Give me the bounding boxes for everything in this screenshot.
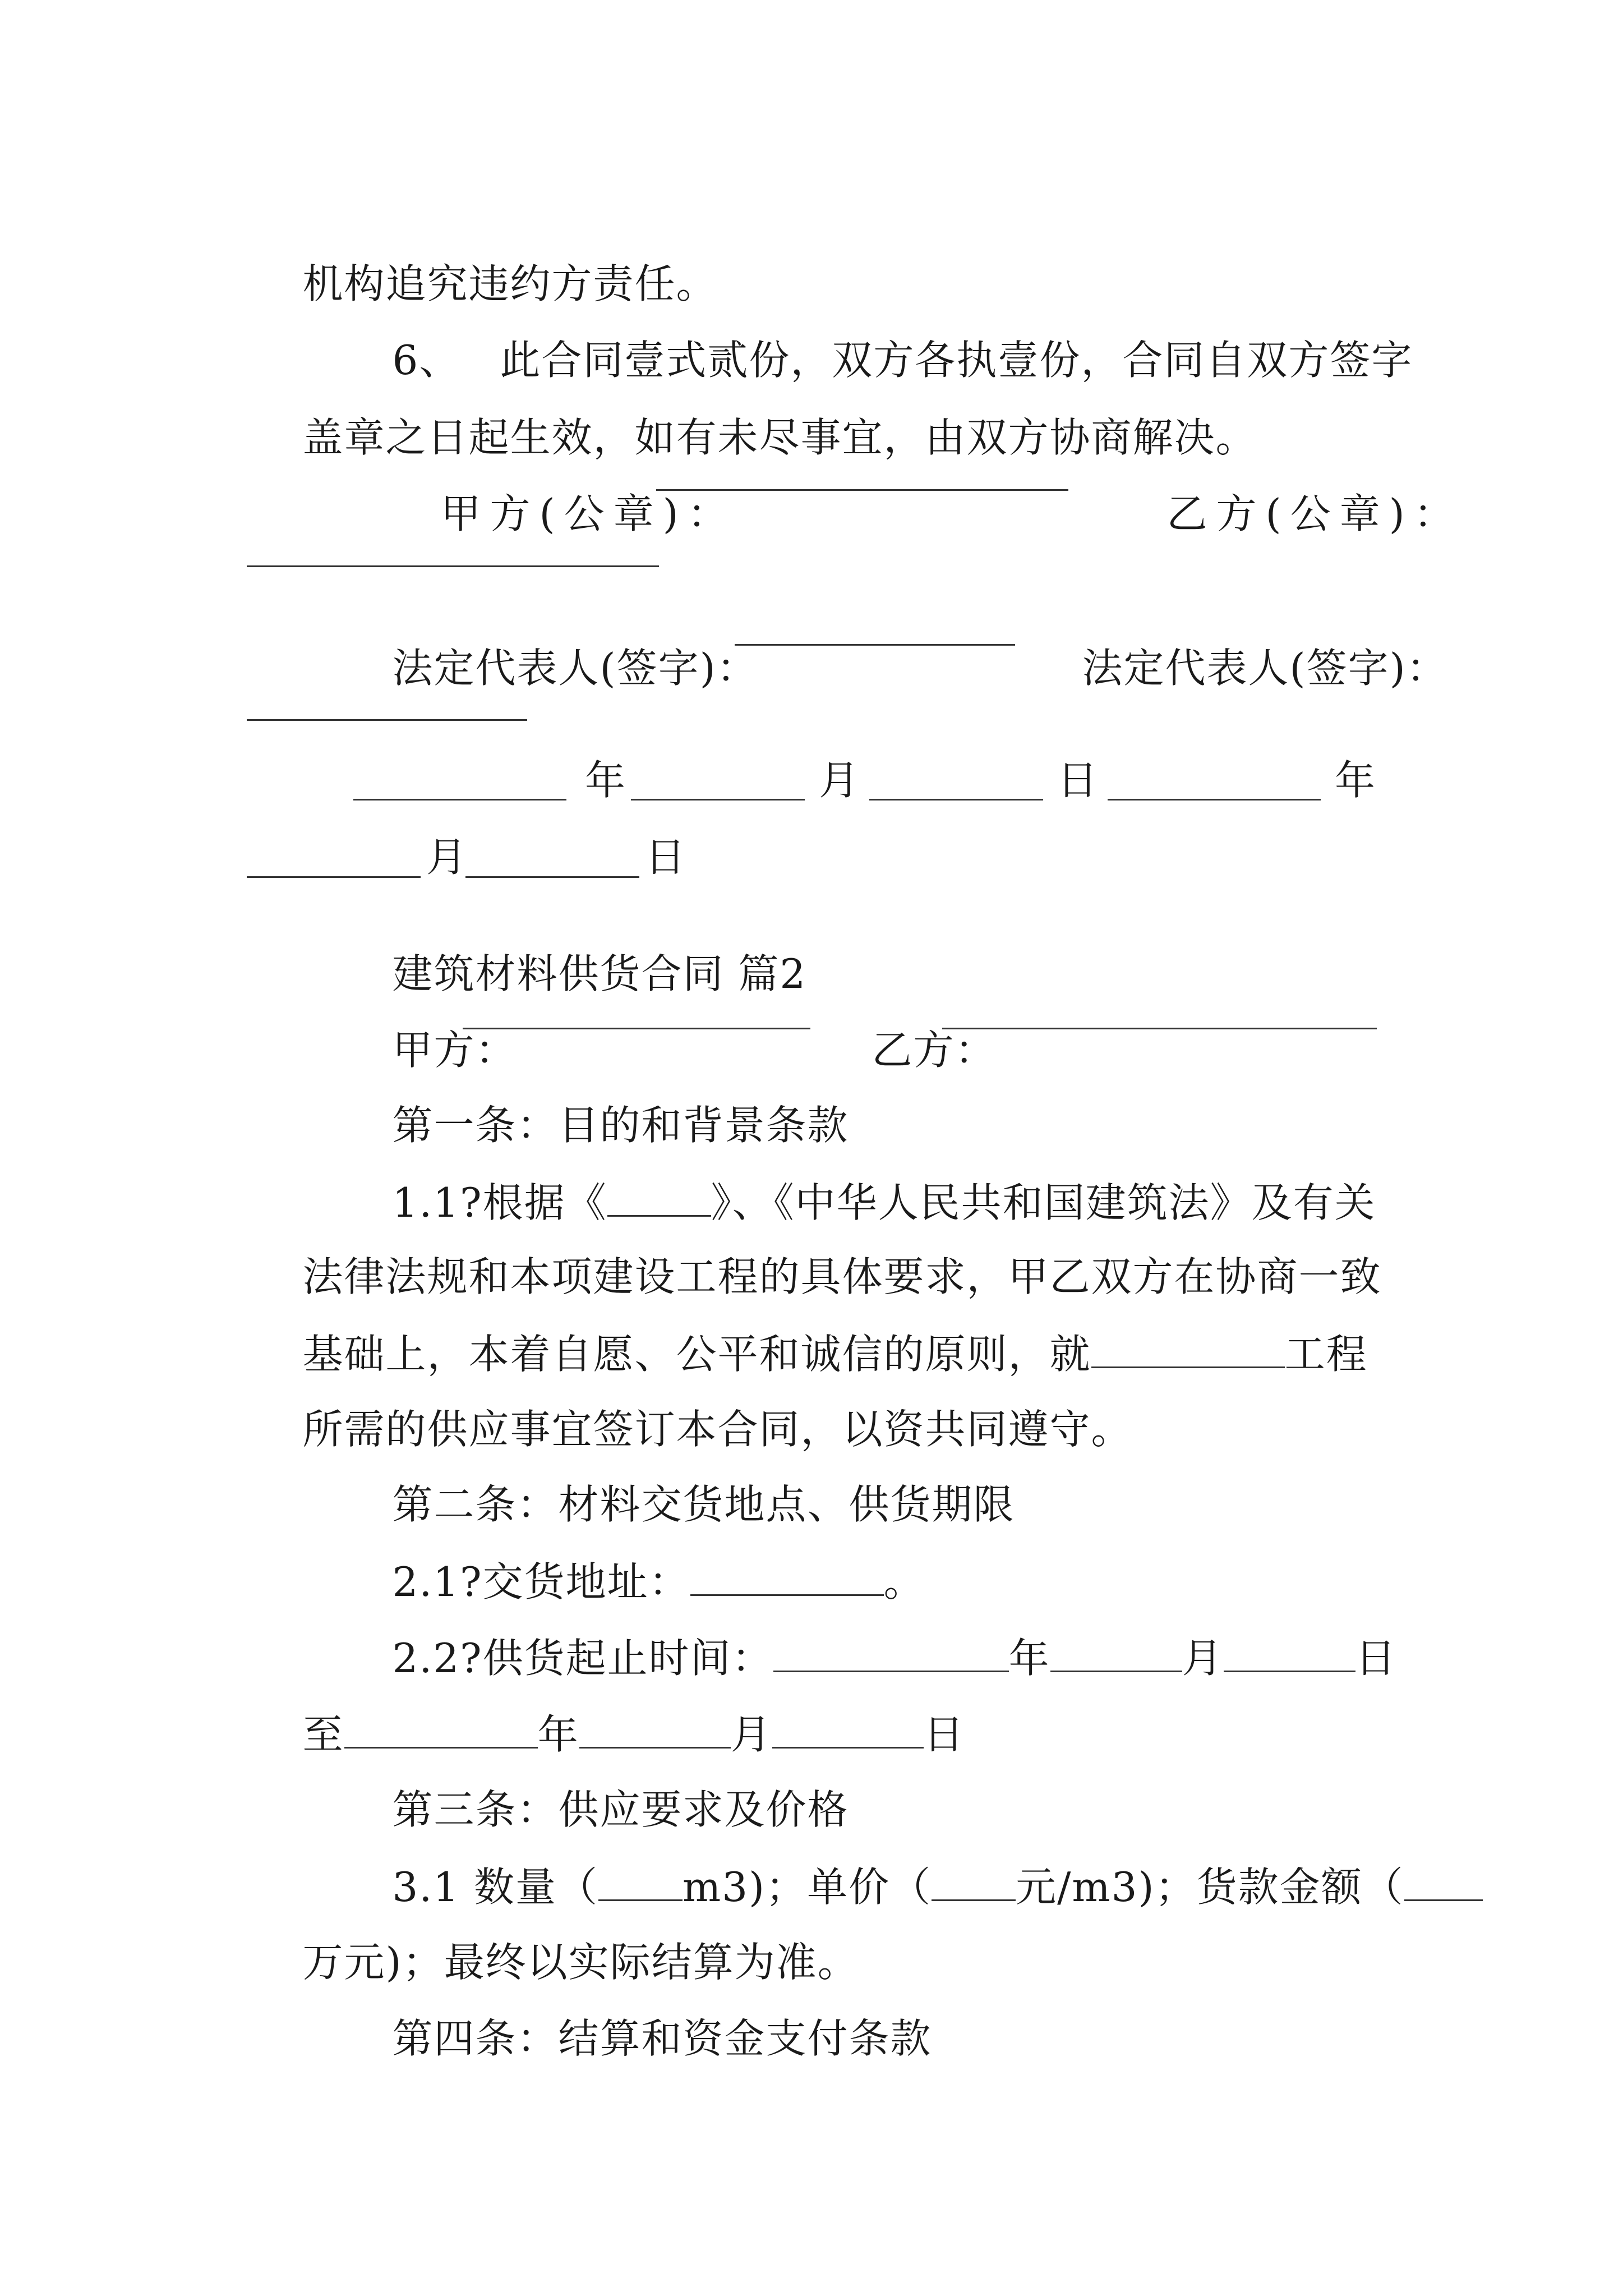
date-a-day-label: 日 <box>1057 757 1099 804</box>
end-month-blank <box>579 1713 731 1749</box>
party-b-seal-label: 乙方(公章)： <box>1166 490 1463 537</box>
unit-price-blank <box>932 1866 1016 1901</box>
start-year-blank <box>773 1637 1009 1672</box>
article-1-title: 第一条：目的和背景条款 <box>392 1102 849 1149</box>
rep-b-label: 法定代表人(签字)： <box>1082 645 1448 692</box>
start-month-blank <box>1050 1637 1182 1672</box>
date-a-month-blank <box>631 799 805 800</box>
party-b-label: 乙方： <box>872 1027 997 1074</box>
party-a-seal-label: 甲方(公章)： <box>440 490 737 537</box>
end-day-blank <box>772 1713 924 1749</box>
rep-a-label: 法定代表人(签字)： <box>392 645 758 692</box>
party-b-seal-blank <box>247 565 659 567</box>
date-a-year-label: 年 <box>585 757 627 804</box>
article-3-1-line-1: 3.1 数量（ m3)；单价（ 元/m3)；货款金额（ <box>336 1825 1483 1948</box>
date-a-month-label: 月 <box>819 757 861 804</box>
rep-a-blank <box>735 644 1015 646</box>
quantity-blank <box>598 1866 683 1901</box>
date-b-year-blank <box>1108 799 1321 800</box>
article-1-1-line-2: 法律法规和本项建设工程的具体要求，甲乙双方在协商一致 <box>302 1253 1382 1300</box>
party-a-seal-blank <box>656 489 1068 491</box>
article-1-1-line-1: 1.1?根据《 》、《中华人民共和国建筑法》及有关 <box>392 1179 1376 1226</box>
party-a-blank <box>463 1028 810 1029</box>
project-name-blank <box>1091 1333 1285 1368</box>
start-day-blank <box>1224 1637 1355 1672</box>
date-a-day-blank <box>869 799 1043 800</box>
date-a-year-blank <box>353 799 566 800</box>
article-2-1: 2.1?交货地址： 。 <box>392 1558 925 1605</box>
article-2-2-line-1: 2.2?供货起止时间： 年 月 日 <box>392 1635 1397 1682</box>
article-2-title: 第二条：材料交货地点、供货期限 <box>392 1481 1015 1528</box>
text: 机构追究违约方责任。 <box>302 260 718 307</box>
text: 此合同壹式贰份，双方各执壹份，合同自双方签字 <box>500 337 1413 384</box>
date-b-month-blank <box>247 876 421 878</box>
article-3-title: 第三条：供应要求及价格 <box>392 1786 849 1833</box>
date-b-day-label: 日 <box>645 834 687 881</box>
article-1-1-line-3: 基础上，本着自愿、公平和诚信的原则，就 工程 <box>302 1331 1368 1378</box>
party-b-blank <box>942 1028 1377 1029</box>
law-name-blank <box>607 1181 711 1217</box>
rep-b-blank <box>247 719 527 721</box>
date-b-year-label: 年 <box>1335 757 1377 804</box>
contract-title: 建筑材料供货合同 篇2 <box>392 950 807 997</box>
article-4-title: 第四条：结算和资金支付条款 <box>392 2015 932 2062</box>
clause-number: 6、 <box>392 337 461 384</box>
article-3-1-line-2: 万元)；最终以实际结算为准。 <box>302 1939 859 1986</box>
date-b-month-label: 月 <box>426 834 468 881</box>
delivery-address-blank <box>690 1561 884 1596</box>
amount-blank <box>1404 1866 1483 1901</box>
text: 盖章之日起生效，如有未尽事宜，由双方协商解决。 <box>302 414 1257 461</box>
article-1-1-line-4: 所需的供应事宜签订本合同，以资共同遵守。 <box>302 1406 1133 1453</box>
date-b-day-blank <box>465 876 639 878</box>
end-year-blank <box>344 1713 538 1749</box>
article-2-2-line-2: 至 年 月 日 <box>302 1711 965 1758</box>
party-a-label: 甲方： <box>392 1027 517 1074</box>
